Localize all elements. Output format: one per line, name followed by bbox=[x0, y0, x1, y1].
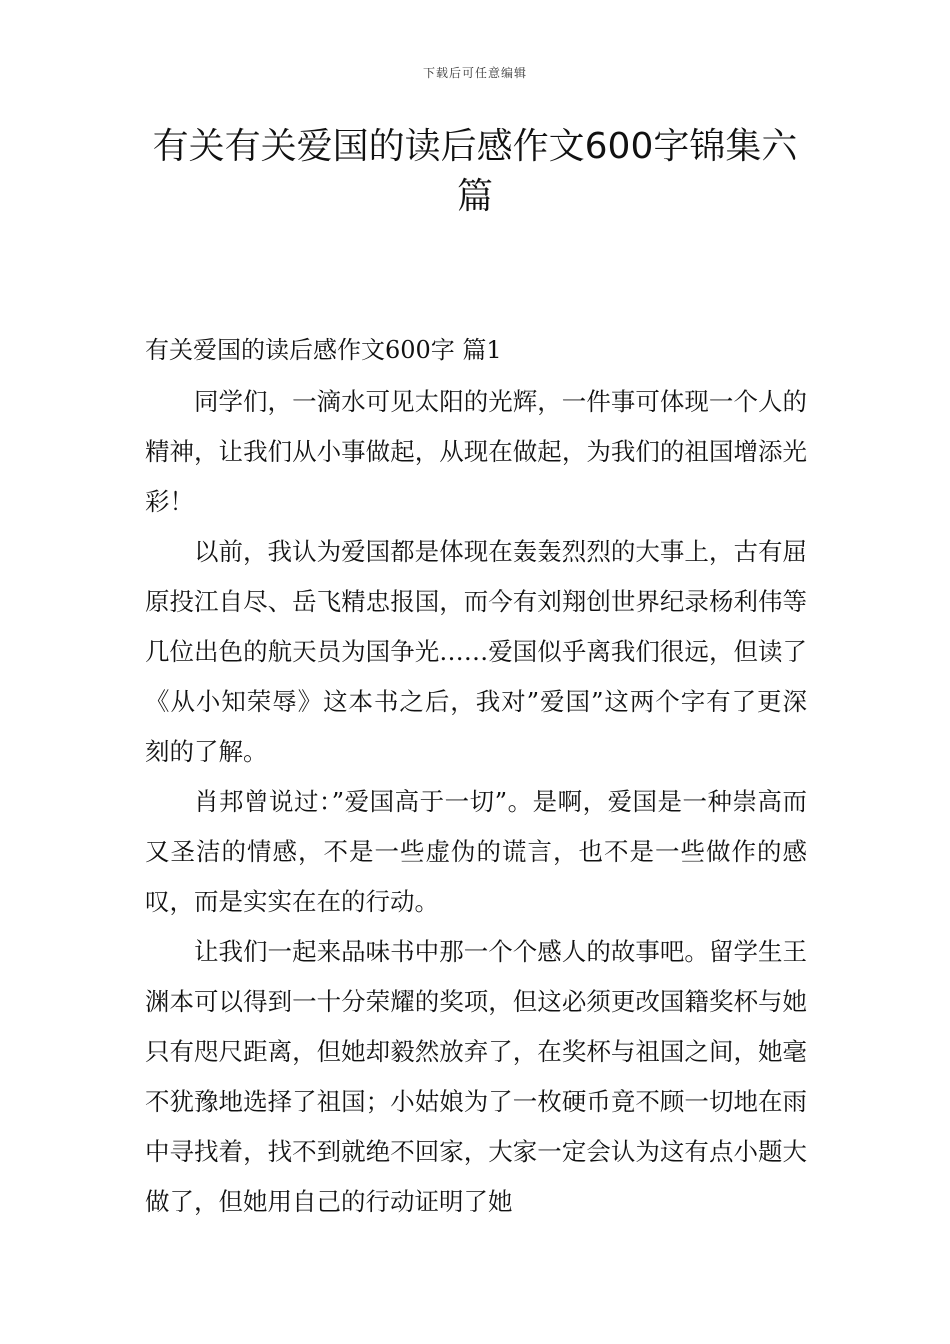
header-note: 下载后可任意编辑 bbox=[422, 66, 527, 80]
document-title: 有关有关爱国的读后感作文600字锦集六篇 bbox=[152, 126, 798, 217]
section-heading: 有关爱国的读后感作文600字 篇1 bbox=[145, 336, 502, 364]
paragraph: 以前，我认为爱国都是体现在轰轰烈烈的大事上，古有屈原投江自尽、岳飞精忠报国，而今有刘翔创世界纪录杨利伟等几位出色的航天员为国争光……爱国似乎离我们很远，但读了《从小知荣辱》这本书之后，我对”爱国”这两个字有了更深刻的了解。 bbox=[145, 537, 807, 766]
article-body bbox=[145, 377, 807, 1227]
paragraph: 让我们一起来品味书中那一个个感人的故事吧。留学生王渊本可以得到一十分荣耀的奖项，但这必须更改国籍奖杯与她只有咫尺距离，但她却毅然放弃了，在奖杯与祖国之间，她毫不犹豫地选择了祖国；小姑娘为了一枚硬币竟不顾一切地在雨中寻找着，找不到就绝不回家，大家一定会认为这有点小题大做了，但她用自己的行动证明了她 bbox=[145, 937, 807, 1216]
paragraph: 同学们，一滴水可见太阳的光辉，一件事可体现一个人的精神，让我们从小事做起，从现在做起，为我们的祖国增添光彩！ bbox=[145, 387, 807, 516]
paragraph: 肖邦曾说过：”爱国高于一切”。是啊，爱国是一种崇高而又圣洁的情感，不是一些虚伪的谎言，也不是一些做作的感叹，而是实实在在的行动。 bbox=[145, 787, 807, 916]
